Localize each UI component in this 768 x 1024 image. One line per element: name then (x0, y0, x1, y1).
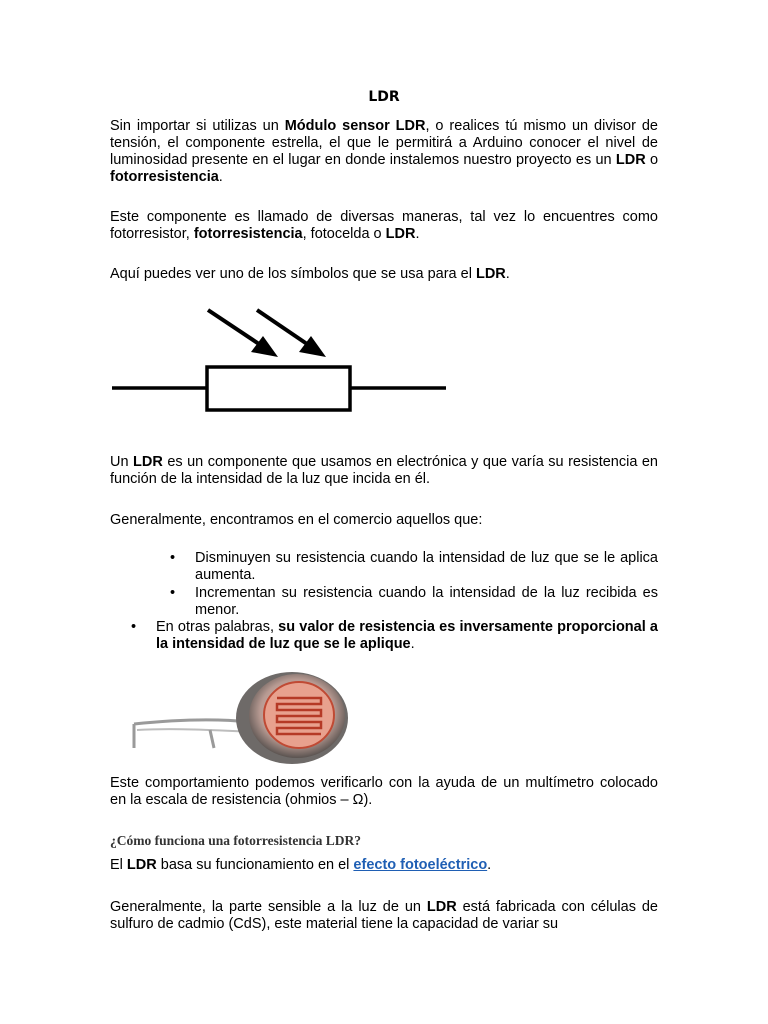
text: El (110, 857, 127, 873)
text: . (415, 226, 420, 242)
bullet-icon: • (170, 585, 176, 601)
list-item (131, 619, 658, 653)
list-item-text: Incrementan su resistencia cuando la intensidad de la luz recibida es menor. (195, 585, 658, 618)
paragraph-symbol-intro (110, 266, 658, 283)
list-item (170, 585, 658, 619)
bold-text: su valor de resistencia es inversamente proporcional a la intensidad de luz que se le aplique (156, 619, 658, 652)
ldr-photo-icon (132, 670, 357, 770)
paragraph-commerce (110, 512, 658, 529)
bold-text: LDR (475, 266, 506, 282)
text: Generalmente, la parte sensible a la luz de un (110, 899, 427, 915)
list-item-text: Disminuyen su resistencia cuando la intensidad de luz que se le aplica aumenta. (195, 550, 658, 583)
text: , fotocelda o (302, 226, 386, 242)
bold-text: fotorresistencia (110, 169, 219, 185)
text: Este comportamiento podemos verificarlo con la ayuda de un multímetro colocado en la escala de resistencia (ohmios – Ω). (110, 775, 658, 808)
text: Generalmente, encontramos en el comercio aquellos que: (110, 512, 483, 528)
paragraph-photoelectric (110, 857, 658, 874)
paragraph-names (110, 209, 658, 243)
text: , o realices tú mismo un divisor de tensión, el componente estrella, el que le permitirá a Arduino conocer el nivel de luminosidad presente en el lugar en donde instalemos nuestro proyecto es un (110, 118, 658, 168)
text: está fabricada con células de sulfuro de cadmio (CdS), este material tiene la capacidad de variar su (110, 899, 658, 932)
text: En otras palabras, (156, 619, 279, 635)
page-title: LDR (368, 89, 400, 105)
text: Un (110, 454, 134, 470)
resistor-body (207, 367, 350, 410)
paragraph-intro (110, 118, 658, 186)
bold-text: LDR (615, 152, 646, 168)
text: . (505, 266, 510, 282)
bullet-icon: • (170, 550, 176, 566)
bold-text: LDR (426, 899, 457, 915)
text: Este componente es llamado de diversas maneras, tal vez lo encuentres como fotorresistor, (110, 209, 658, 242)
text: . (487, 857, 492, 873)
text: o (645, 152, 659, 168)
bullet-icon: • (131, 619, 137, 635)
text: Aquí puedes ver uno de los símbolos que se usa para el (110, 266, 476, 282)
list-item (170, 550, 658, 584)
bold-text: Módulo sensor LDR (284, 118, 426, 134)
text: . (218, 169, 223, 185)
text: Sin importar si utilizas un (110, 118, 285, 134)
paragraph-cds (110, 899, 658, 933)
bold-text: LDR (126, 857, 157, 873)
bold-text: fotorresistencia (193, 226, 303, 242)
text: es un componente que usamos en electrónica y que varía su resistencia en función de la intensidad de la luz que incida en él. (110, 454, 658, 487)
bold-text: LDR (385, 226, 416, 242)
section-heading: ¿Cómo funciona una fotorresistencia LDR? (110, 833, 361, 848)
bold-text: LDR (133, 454, 163, 470)
paragraph-definition (110, 454, 658, 488)
ldr-symbol-diagram (110, 300, 450, 420)
paragraph-multimeter (110, 775, 658, 809)
photoelectric-effect-link[interactable]: efecto fotoeléctrico (353, 857, 488, 873)
text: basa su funcionamiento en el (156, 857, 354, 873)
text: . (410, 636, 415, 652)
